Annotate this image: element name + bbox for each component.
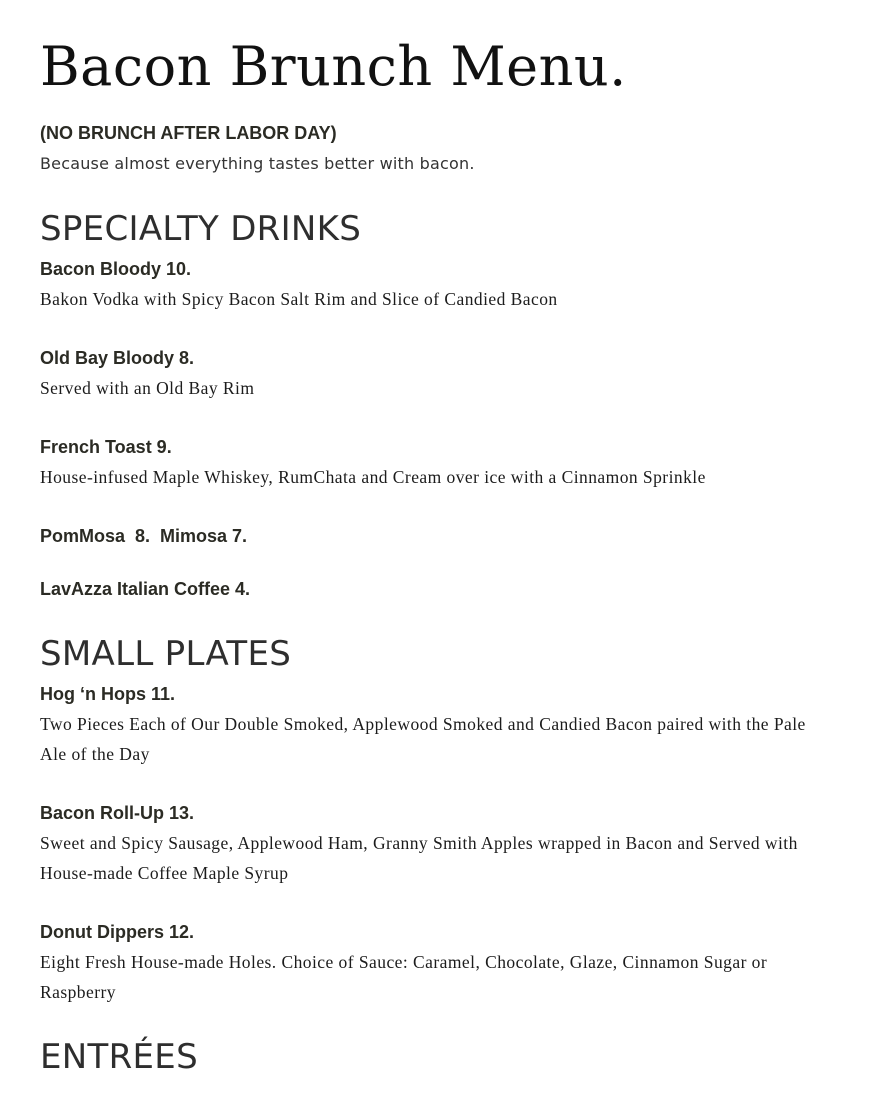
menu-item (40, 436, 830, 492)
page-title: Bacon Brunch Menu. (40, 35, 627, 98)
menu-item-name: Hog ‘n Hops 11. (40, 684, 176, 704)
section-heading-small-plates: SMALL PLATES (40, 634, 292, 674)
menu-item-name: French Toast 9. (40, 437, 172, 457)
menu-item-description: House-infused Maple Whiskey, RumChata and Cream over ice with a Cinnamon Sprinkle (40, 467, 706, 487)
menu-item-name: Bacon Bloody 10. (40, 259, 192, 279)
menu-item-name: PomMosa 8. Mimosa 7. (40, 526, 248, 546)
menu-item (40, 578, 830, 600)
menu-item (40, 683, 830, 769)
menu-item-name: Old Bay Bloody 8. (40, 348, 195, 368)
menu-item (40, 921, 830, 1007)
menu-item-description: Sweet and Spicy Sausage, Applewood Ham, Granny Smith Apples wrapped in Bacon and Served with House-made Coffee Maple Syrup (40, 833, 798, 883)
menu-item-description: Bakon Vodka with Spicy Bacon Salt Rim and Slice of Candied Bacon (40, 289, 558, 309)
menu-item-name: LavAzza Italian Coffee 4. (40, 579, 251, 599)
brunch-notice: (NO BRUNCH AFTER LABOR DAY) (40, 123, 337, 143)
menu-item-description: Served with an Old Bay Rim (40, 378, 255, 398)
menu-item-name: Bacon Roll-Up 13. (40, 803, 195, 823)
menu-item (40, 347, 830, 403)
menu-item-name: Donut Dippers 12. (40, 922, 195, 942)
section-heading-entrees: ENTRÉES (40, 1037, 198, 1077)
section-heading-specialty-drinks: SPECIALTY DRINKS (40, 209, 362, 249)
menu-item (40, 258, 830, 314)
menu-item-description: Two Pieces Each of Our Double Smoked, Applewood Smoked and Candied Bacon paired with the Pale Ale of the Day (40, 714, 806, 764)
menu-item-description: Eight Fresh House-made Holes. Choice of Sauce: Caramel, Chocolate, Glaze, Cinnamon Sugar or Raspberry (40, 952, 768, 1002)
menu-item (40, 525, 830, 547)
menu-item (40, 802, 830, 888)
tagline: Because almost everything tastes better with bacon. (40, 154, 475, 173)
